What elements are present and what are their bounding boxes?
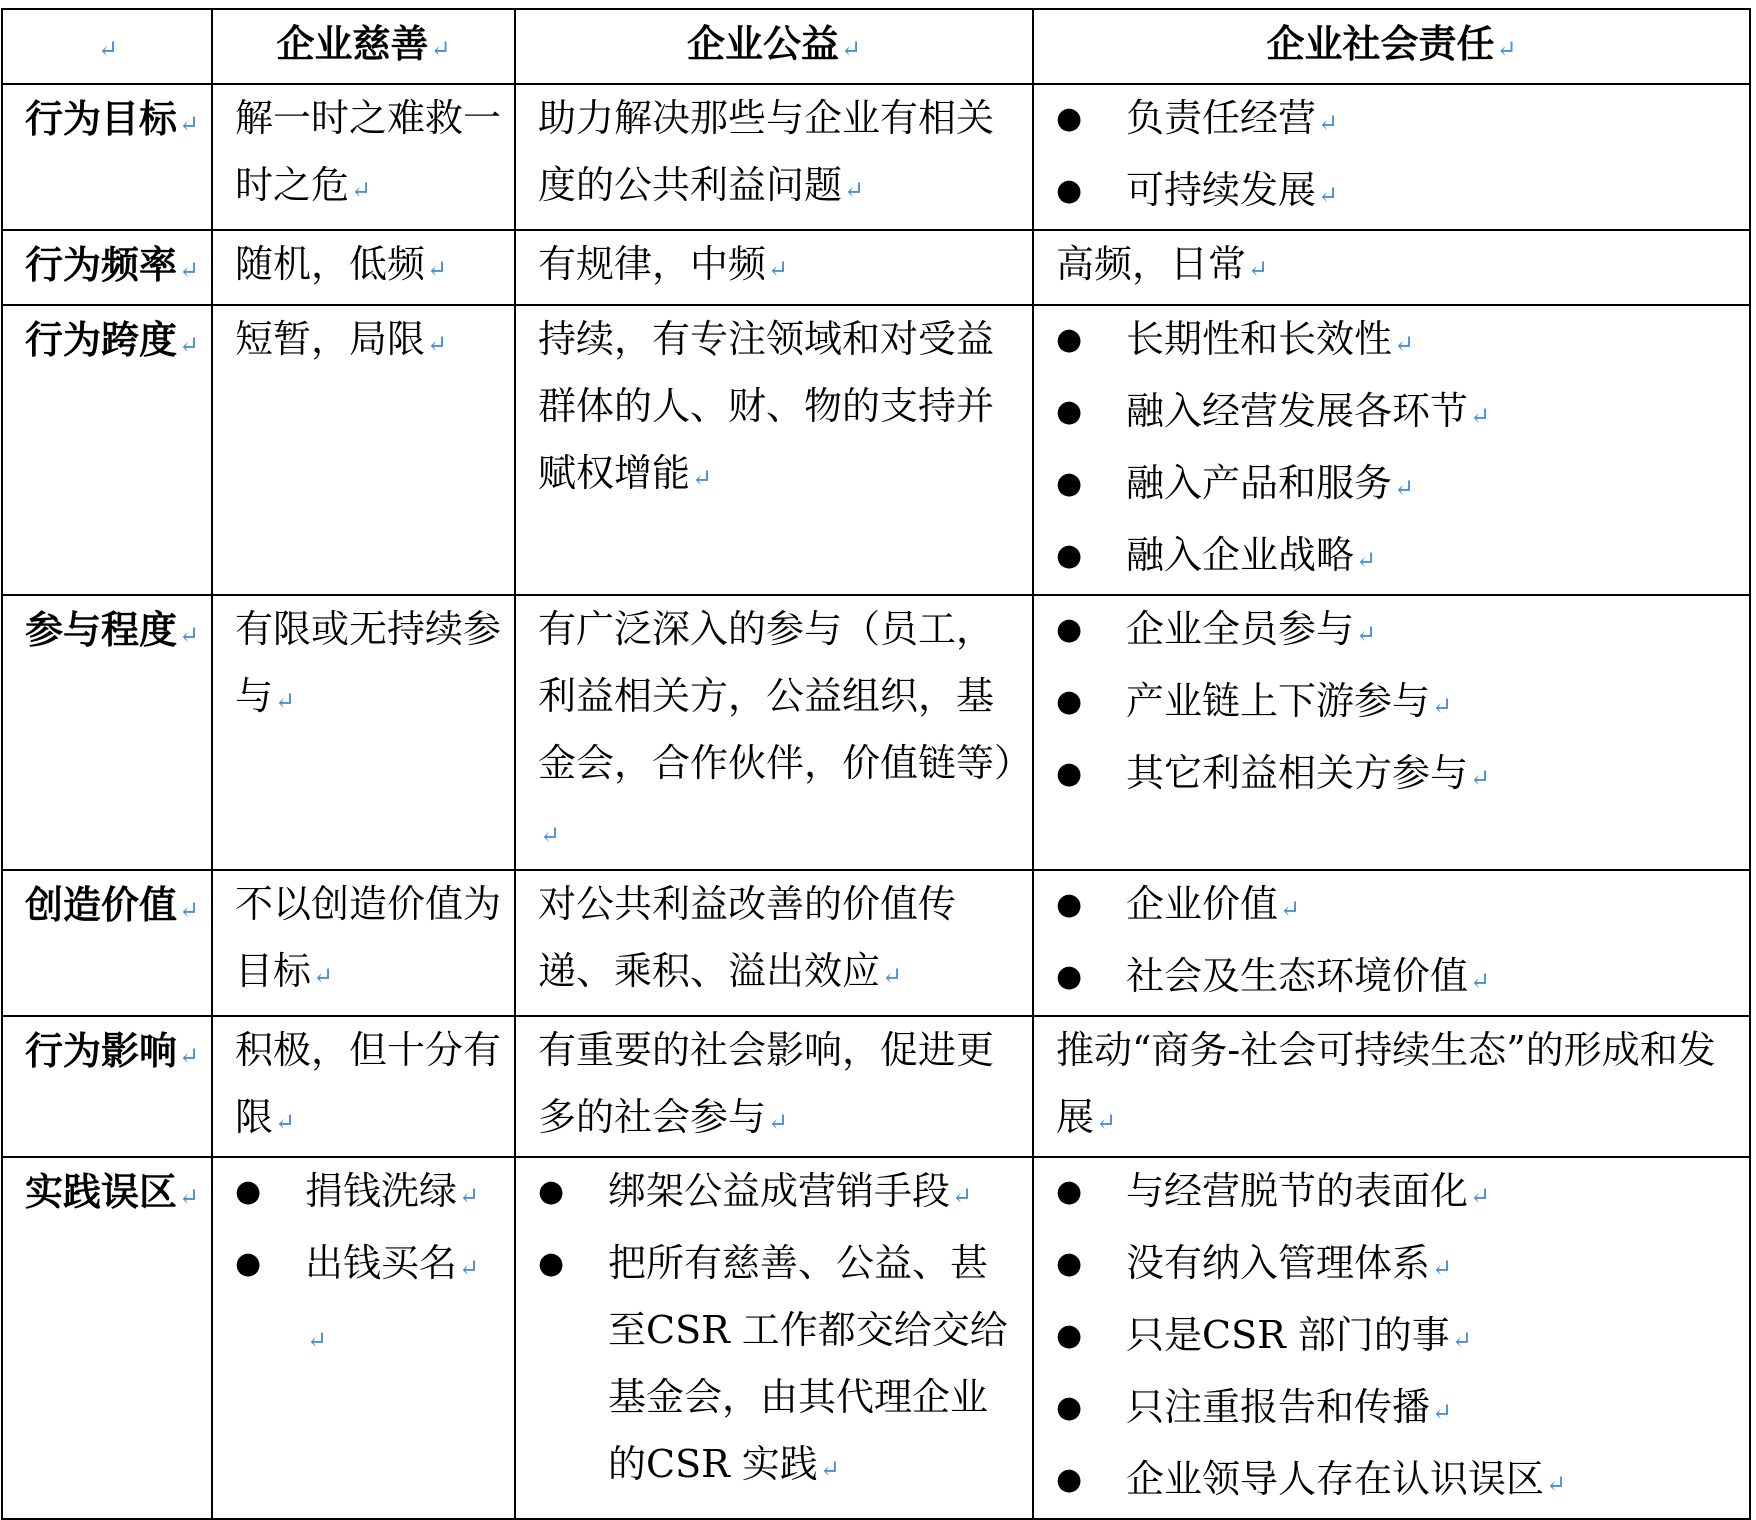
bullet-icon: ● xyxy=(1056,612,1083,647)
return-mark-icon: ↵ xyxy=(1318,181,1339,209)
return-mark-icon: ↵ xyxy=(179,256,200,284)
table-cell xyxy=(212,1016,515,1157)
table-row xyxy=(2,1157,1750,1519)
cell-text: 有限或无持续参与 xyxy=(235,607,502,718)
table-cell xyxy=(515,870,1033,1016)
bullet-icon: ● xyxy=(1056,1174,1083,1209)
table-cell xyxy=(515,230,1033,305)
return-mark-icon: ↵ xyxy=(882,962,903,990)
bullet-icon: ● xyxy=(1056,887,1083,922)
list-item-text: 只注重报告和传播 xyxy=(1126,1385,1431,1429)
list-item-text: 企业全员参与 xyxy=(1126,607,1355,651)
list-item-text: 没有纳入管理体系 xyxy=(1126,1241,1431,1285)
table-cell xyxy=(212,1157,515,1519)
cell-text: 高频，日常 xyxy=(1056,242,1247,286)
list-item xyxy=(1034,378,1737,450)
return-mark-icon: ↵ xyxy=(97,35,119,63)
return-mark-icon: ↵ xyxy=(275,1108,296,1136)
row-label-cell xyxy=(2,1157,212,1519)
header-public-welfare-text: 企业公益 xyxy=(686,21,839,66)
list-item-text: 把所有慈善、公益、甚至CSR 工作都交给交给基金会，由其代理企业的CSR 实践 xyxy=(608,1241,1008,1486)
list-item xyxy=(1034,668,1737,740)
return-mark-icon: ↵ xyxy=(307,1326,328,1354)
row-label-cell xyxy=(2,84,212,230)
table-cell xyxy=(212,84,515,230)
return-mark-icon: ↵ xyxy=(1248,255,1269,283)
list-item-text: 可持续发展 xyxy=(1126,168,1317,212)
row-label-cell xyxy=(2,230,212,305)
cell-text: 解一时之难救一时之危 xyxy=(235,96,502,207)
table-cell xyxy=(515,1016,1033,1157)
table-cell xyxy=(212,305,515,595)
list-item-text: 企业领导人存在认识误区 xyxy=(1126,1457,1545,1501)
list-item-text: 与经营脱节的表面化 xyxy=(1126,1169,1469,1213)
row-label: 参与程度 xyxy=(25,607,178,652)
return-mark-icon: ↵ xyxy=(1470,967,1491,995)
cell-text: 不以创造价值为目标 xyxy=(235,882,502,993)
return-mark-icon: ↵ xyxy=(1470,402,1491,430)
list-item-text: 其它利益相关方参与 xyxy=(1126,751,1469,795)
list-item xyxy=(1034,740,1737,812)
return-mark-icon: ↵ xyxy=(1496,35,1517,63)
bullet-list xyxy=(213,1158,502,1374)
return-mark-icon: ↵ xyxy=(692,464,713,492)
row-label-cell xyxy=(2,595,212,870)
return-mark-icon: ↵ xyxy=(1280,895,1301,923)
row-label: 行为跨度 xyxy=(25,317,178,362)
list-item xyxy=(213,1158,502,1230)
list-item xyxy=(1034,85,1737,157)
return-mark-icon: ↵ xyxy=(844,176,865,204)
list-item-text: 长期性和长效性 xyxy=(1126,317,1393,361)
list-item xyxy=(1034,1158,1737,1230)
table-cell xyxy=(1033,84,1750,230)
list-item-text: 负责任经营 xyxy=(1126,96,1317,140)
cell-text: 有广泛深入的参与（员工，利益相关方，公益组织，基金会，合作伙伴，价值链等） xyxy=(538,607,1033,785)
return-mark-icon: ↵ xyxy=(1432,1254,1453,1282)
table-row xyxy=(2,870,1750,1016)
table-cell xyxy=(1033,305,1750,595)
table-row xyxy=(2,595,1750,870)
cell-text: 积极，但十分有限 xyxy=(235,1028,502,1139)
table-cell xyxy=(515,84,1033,230)
table-row xyxy=(2,230,1750,305)
return-mark-icon: ↵ xyxy=(1096,1108,1117,1136)
list-item-text: 捐钱洗绿 xyxy=(305,1169,458,1213)
bullet-icon: ● xyxy=(1056,101,1083,136)
list-item-text: 只是CSR 部门的事 xyxy=(1126,1313,1450,1357)
comparison-table xyxy=(1,8,1751,1520)
return-mark-icon: ↵ xyxy=(430,35,451,63)
return-mark-icon: ↵ xyxy=(1470,1182,1491,1210)
list-item-text: 绑架公益成营销手段 xyxy=(608,1169,951,1213)
cell-text: 有规律，中频 xyxy=(538,242,767,286)
return-mark-icon: ↵ xyxy=(179,1183,200,1211)
return-mark-icon: ↵ xyxy=(351,176,372,204)
return-mark-icon: ↵ xyxy=(313,962,334,990)
list-item-text: 出钱买名 xyxy=(305,1241,458,1285)
return-mark-icon: ↵ xyxy=(427,255,448,283)
cell-text: 有重要的社会影响，促进更多的社会参与 xyxy=(538,1028,995,1139)
table-cell xyxy=(1033,595,1750,870)
header-cell-public-welfare xyxy=(515,9,1033,84)
return-mark-icon: ↵ xyxy=(840,35,862,63)
bullet-list xyxy=(1034,871,1737,1015)
table-cell xyxy=(1033,1016,1750,1157)
list-item xyxy=(1034,1302,1737,1374)
bullet-icon: ● xyxy=(1056,1462,1083,1497)
return-mark-icon: ↵ xyxy=(179,331,200,359)
return-mark-icon: ↵ xyxy=(459,1182,480,1210)
return-mark-icon: ↵ xyxy=(1451,1326,1472,1354)
bullet-icon: ● xyxy=(538,1246,565,1281)
bullet-list xyxy=(1034,85,1737,229)
return-mark-icon: ↵ xyxy=(1432,1398,1453,1426)
return-mark-icon: ↵ xyxy=(275,687,296,715)
bullet-icon: ● xyxy=(1056,173,1083,208)
list-item xyxy=(1034,1230,1737,1302)
table-cell xyxy=(515,1157,1033,1519)
bullet-icon: ● xyxy=(1056,1390,1083,1425)
list-item xyxy=(1034,1374,1737,1446)
return-mark-icon: ↵ xyxy=(1356,620,1377,648)
list-item xyxy=(1034,522,1737,594)
bullet-icon: ● xyxy=(1056,538,1083,573)
cell-text: 推动“商务-社会可持续生态”的形成和发展 xyxy=(1056,1028,1716,1139)
list-item xyxy=(1034,450,1737,522)
bullet-icon: ● xyxy=(1056,756,1083,791)
return-mark-icon: ↵ xyxy=(1394,474,1415,502)
return-mark-icon: ↵ xyxy=(179,1042,200,1070)
row-label: 实践误区 xyxy=(25,1169,178,1214)
bullet-list xyxy=(1034,1158,1737,1518)
table-cell xyxy=(1033,230,1750,305)
bullet-icon: ● xyxy=(235,1174,262,1209)
return-mark-icon: ↵ xyxy=(1432,692,1453,720)
list-item-empty xyxy=(213,1302,502,1374)
bullet-icon: ● xyxy=(1056,1318,1083,1353)
return-mark-icon: ↵ xyxy=(179,110,200,138)
table-cell xyxy=(515,305,1033,595)
return-mark-icon: ↵ xyxy=(1318,109,1339,137)
table-row xyxy=(2,305,1750,595)
return-mark-icon: ↵ xyxy=(179,621,200,649)
list-item-text: 融入经营发展各环节 xyxy=(1126,389,1469,433)
bullet-list xyxy=(1034,596,1737,812)
list-item-text: 融入产品和服务 xyxy=(1126,461,1393,505)
header-row xyxy=(2,9,1750,84)
list-item xyxy=(516,1158,1020,1230)
list-item-text: 社会及生态环境价值 xyxy=(1126,954,1469,998)
bullet-icon: ● xyxy=(1056,466,1083,501)
return-mark-icon: ↵ xyxy=(540,821,561,849)
list-item xyxy=(1034,157,1737,229)
return-mark-icon: ↵ xyxy=(952,1182,973,1210)
table-cell xyxy=(212,595,515,870)
return-mark-icon: ↵ xyxy=(427,330,448,358)
cell-text: 持续，有专注领域和对受益群体的人、财、物的支持并赋权增能 xyxy=(538,317,995,495)
list-item xyxy=(516,1230,1020,1503)
row-label: 行为频率 xyxy=(25,242,178,287)
table-cell xyxy=(515,595,1033,870)
row-label: 创造价值 xyxy=(25,882,178,927)
row-label-cell xyxy=(2,305,212,595)
bullet-list xyxy=(516,1158,1020,1503)
row-label-cell xyxy=(2,870,212,1016)
header-charity-text: 企业慈善 xyxy=(276,21,429,66)
bullet-icon: ● xyxy=(1056,322,1083,357)
header-cell-empty xyxy=(2,9,212,84)
list-item xyxy=(1034,871,1737,943)
return-mark-icon: ↵ xyxy=(768,1108,789,1136)
table-cell xyxy=(1033,1157,1750,1519)
header-cell-csr xyxy=(1033,9,1750,84)
cell-text: 随机，低频 xyxy=(235,242,426,286)
list-item xyxy=(1034,596,1737,668)
cell-text: 对公共利益改善的价值传递、乘积、溢出效应 xyxy=(538,882,957,993)
bullet-icon: ● xyxy=(235,1246,262,1281)
list-item-text: 企业价值 xyxy=(1126,882,1279,926)
list-item xyxy=(213,1230,502,1302)
table-row xyxy=(2,1016,1750,1157)
bullet-icon: ● xyxy=(538,1174,565,1209)
return-mark-icon: ↵ xyxy=(1356,546,1377,574)
row-label: 行为目标 xyxy=(25,96,178,141)
row-label-cell xyxy=(2,1016,212,1157)
table-row xyxy=(2,84,1750,230)
return-mark-icon: ↵ xyxy=(1394,330,1415,358)
return-mark-icon: ↵ xyxy=(1470,764,1491,792)
header-csr-text: 企业社会责任 xyxy=(1266,21,1495,66)
list-item xyxy=(1034,306,1737,378)
cell-text: 助力解决那些与企业有相关度的公共利益问题 xyxy=(538,96,995,207)
list-item-text: 融入企业战略 xyxy=(1126,533,1355,577)
return-mark-icon: ↵ xyxy=(179,896,200,924)
return-mark-icon: ↵ xyxy=(819,1455,840,1483)
bullet-icon: ● xyxy=(1056,684,1083,719)
return-mark-icon: ↵ xyxy=(768,255,789,283)
cell-text: 短暂，局限 xyxy=(235,317,426,361)
bullet-list xyxy=(1034,306,1737,594)
table-cell xyxy=(212,870,515,1016)
bullet-icon: ● xyxy=(1056,959,1083,994)
list-item xyxy=(1034,943,1737,1015)
list-item-text: 产业链上下游参与 xyxy=(1126,679,1431,723)
header-cell-charity xyxy=(212,9,515,84)
row-label: 行为影响 xyxy=(25,1028,178,1073)
list-item xyxy=(1034,1446,1737,1518)
table-cell xyxy=(1033,870,1750,1016)
bullet-icon: ● xyxy=(1056,394,1083,429)
table-cell xyxy=(212,230,515,305)
bullet-icon: ● xyxy=(1056,1246,1083,1281)
return-mark-icon: ↵ xyxy=(459,1254,480,1282)
return-mark-icon: ↵ xyxy=(1546,1470,1567,1498)
